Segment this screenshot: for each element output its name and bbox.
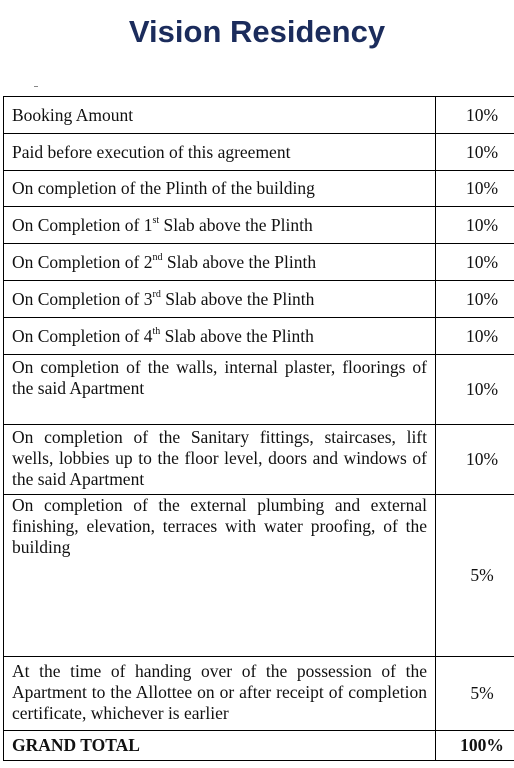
- milestone-text: At the time of handing over of the possession of the Apartment to the Allottee on or after receipt of completion certificate, whichever is earlier: [12, 661, 427, 723]
- milestone-percent: 10%: [436, 425, 514, 495]
- milestone-percent: 5%: [436, 657, 514, 731]
- milestone-text: On Completion of 3: [12, 288, 153, 309]
- milestone-text: Slab above the Plinth: [160, 325, 314, 346]
- milestone-text: On Completion of 2: [12, 251, 153, 272]
- table-row: [4, 657, 514, 731]
- milestone-text: Booking Amount: [12, 104, 134, 125]
- milestone-percent: 5%: [436, 495, 514, 657]
- milestone-percent: 10%: [436, 281, 514, 318]
- milestone-description: [4, 134, 436, 171]
- table-row: [4, 355, 514, 425]
- table-row: [4, 171, 514, 207]
- ordinal-suffix: rd: [152, 288, 161, 300]
- grand-total-percent: 100%: [436, 731, 514, 761]
- milestone-percent: 10%: [436, 171, 514, 207]
- grand-total-row: [4, 731, 514, 761]
- milestone-description: [4, 97, 436, 134]
- page-title: Vision Residency: [128, 14, 386, 49]
- milestone-text: On Completion of 4: [12, 325, 153, 346]
- payment-schedule-table: [3, 96, 514, 761]
- table-row: [4, 134, 514, 171]
- milestone-description: [4, 244, 436, 281]
- milestone-percent: 10%: [436, 97, 514, 134]
- table-row: [4, 425, 514, 495]
- table-row: [4, 495, 514, 657]
- grand-total-label: GRAND TOTAL: [4, 731, 436, 761]
- milestone-percent: 10%: [436, 207, 514, 244]
- milestone-description: [4, 495, 436, 657]
- milestone-text: On completion of the Sanitary fittings, staircases, lift wells, lobbies up to the floor level, doors and windows of the said Apartment: [12, 427, 427, 489]
- milestone-text: Slab above the Plinth: [159, 214, 313, 235]
- table-row: [4, 318, 514, 355]
- ordinal-suffix: th: [152, 325, 161, 337]
- milestone-text: Paid before execution of this agreement: [12, 141, 291, 162]
- milestone-percent: 10%: [436, 134, 514, 171]
- milestone-percent: 10%: [436, 244, 514, 281]
- table-row: [4, 281, 514, 318]
- milestone-percent: 10%: [436, 355, 514, 425]
- milestone-percent: 10%: [436, 318, 514, 355]
- milestone-text: Slab above the Plinth: [162, 251, 317, 272]
- scan-mark: [34, 86, 38, 87]
- milestone-description: [4, 318, 436, 355]
- ordinal-suffix: nd: [152, 251, 163, 263]
- milestone-text: Slab above the Plinth: [160, 288, 315, 309]
- table-row: [4, 244, 514, 281]
- table-row: [4, 97, 514, 134]
- milestone-description: [4, 171, 436, 207]
- milestone-text: On completion of the Plinth of the building: [12, 178, 315, 198]
- ordinal-suffix: st: [152, 214, 160, 226]
- table-row: [4, 207, 514, 244]
- milestone-description: [4, 207, 436, 244]
- milestone-description: [4, 425, 436, 495]
- milestone-text: On completion of the external plumbing and external finishing, elevation, terraces with water proofing, of the building: [12, 495, 427, 557]
- milestone-description: [4, 657, 436, 731]
- milestone-description: [4, 355, 436, 425]
- milestone-text: On Completion of 1: [12, 214, 153, 235]
- milestone-text: On completion of the walls, internal plaster, floorings of the said Apartment: [12, 357, 427, 398]
- milestone-description: [4, 281, 436, 318]
